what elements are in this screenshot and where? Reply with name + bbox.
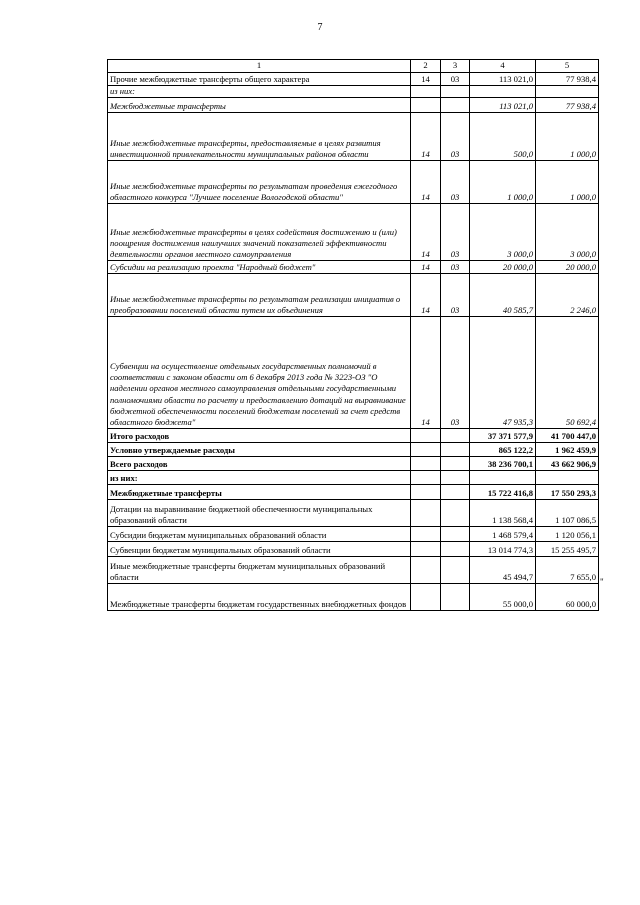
row-name-cell: Итого расходов (108, 429, 411, 443)
table-row (108, 457, 599, 471)
row-year2-value: 1 107 086,5 (536, 500, 599, 527)
table-row (108, 443, 599, 457)
row-year2-value: 17 550 293,3 (536, 485, 599, 500)
row-subsection-cell (441, 443, 470, 457)
row-name-cell: Иные межбюджетные трансферты, предоставляемые в целях развития инвестиционной привлекательности муниципальных районов области (108, 113, 411, 161)
row-name-cell: из них: (108, 86, 411, 98)
row-section-cell (411, 485, 441, 500)
page-number: 7 (317, 22, 323, 33)
row-name-cell: Субвенции на осуществление отдельных государственных полномочий в соответствии с законом области от 6 декабря 2013 года № 3223-ОЗ "О наделении органов местного самоуправления отдельными государственными полномочиями области по расчету и предоставлению дотаций на выравнивание бюджетной обеспеченности поселений бюджетам поселений за счет средств областного бюджета" (108, 317, 411, 429)
row-section-cell: 14 (411, 113, 441, 161)
row-year1-value: 13 014 774,3 (470, 542, 536, 557)
row-name-cell: Дотации на выравнивание бюджетной обеспеченности муниципальных образований области (108, 500, 411, 527)
row-year2-value: 1 000,0 (536, 161, 599, 204)
row-year1-value (470, 471, 536, 485)
row-section-cell (411, 471, 441, 485)
row-year2-value: 50 692,4 (536, 317, 599, 429)
table-row (108, 113, 599, 161)
row-name-cell: Условно утверждаемые расходы (108, 443, 411, 457)
row-subsection-cell: 03 (441, 261, 470, 274)
row-section-cell: 14 (411, 204, 441, 261)
row-year2-value: 1 962 459,9 (536, 443, 599, 457)
row-year1-value: 1 138 568,4 (470, 500, 536, 527)
table-row (108, 471, 599, 485)
col-header-section: 2 (411, 60, 441, 73)
col-header-subsection: 3 (441, 60, 470, 73)
table-row (108, 557, 599, 584)
row-year1-value: 1 468 579,4 (470, 527, 536, 542)
row-year2-value: 15 255 495,7 (536, 542, 599, 557)
row-year1-value: 40 585,7 (470, 274, 536, 317)
row-year1-value: 1 000,0 (470, 161, 536, 204)
row-year1-value: 37 371 577,9 (470, 429, 536, 443)
row-year2-value: 7 655,0 (536, 557, 599, 584)
row-name-cell: Иные межбюджетные трансферты бюджетам муниципальных образований области (108, 557, 411, 584)
row-subsection-cell: 03 (441, 204, 470, 261)
row-year2-value: 20 000,0 (536, 261, 599, 274)
row-year2-value: 77 938,4 (536, 73, 599, 86)
row-section-cell (411, 86, 441, 98)
col-header-name: 1 (108, 60, 411, 73)
row-year2-value: 43 662 906,9 (536, 457, 599, 471)
table-row (108, 485, 599, 500)
row-subsection-cell (441, 527, 470, 542)
row-subsection-cell (441, 471, 470, 485)
row-name-cell: Всего расходов (108, 457, 411, 471)
row-section-cell (411, 557, 441, 584)
row-year2-value: 2 246,0 (536, 274, 599, 317)
table-row (108, 527, 599, 542)
row-year2-value: 1 120 056,1 (536, 527, 599, 542)
row-year1-value: 113 021,0 (470, 98, 536, 113)
row-subsection-cell (441, 429, 470, 443)
row-section-cell (411, 429, 441, 443)
row-name-cell: Иные межбюджетные трансферты по результатам реализации инициатив о преобразовании поселений области путем их объединения (108, 274, 411, 317)
row-name-cell: Субсидии на реализацию проекта "Народный бюджет" (108, 261, 411, 274)
row-section-cell: 14 (411, 261, 441, 274)
row-name-cell: Межбюджетные трансферты (108, 98, 411, 113)
table-row (108, 542, 599, 557)
table-row (108, 86, 599, 98)
row-name-cell: Субвенции бюджетам муниципальных образований области (108, 542, 411, 557)
row-subsection-cell: 03 (441, 274, 470, 317)
row-name-cell: Субсидии бюджетам муниципальных образований области (108, 527, 411, 542)
row-year1-value: 38 236 700,1 (470, 457, 536, 471)
row-subsection-cell (441, 500, 470, 527)
row-name-cell: Иные межбюджетные трансферты в целях содействия достижению и (или) поощрения достижения наилучших значений показателей эффективности деятельности органов местного самоуправления (108, 204, 411, 261)
row-year1-value: 500,0 (470, 113, 536, 161)
row-section-cell (411, 542, 441, 557)
row-subsection-cell: 03 (441, 161, 470, 204)
row-name-cell: Межбюджетные трансферты бюджетам государственных внебюджетных фондов (108, 584, 411, 611)
row-year1-value: 3 000,0 (470, 204, 536, 261)
table-row (108, 98, 599, 113)
row-subsection-cell (441, 457, 470, 471)
row-year1-value: 47 935,3 (470, 317, 536, 429)
table-row (108, 500, 599, 527)
table-row (108, 73, 599, 86)
row-year1-value: 20 000,0 (470, 261, 536, 274)
row-section-cell: 14 (411, 73, 441, 86)
row-section-cell (411, 500, 441, 527)
row-subsection-cell (441, 542, 470, 557)
table-row (108, 274, 599, 317)
row-section-cell: 14 (411, 317, 441, 429)
row-section-cell (411, 443, 441, 457)
row-subsection-cell: 03 (441, 317, 470, 429)
row-year1-value: 865 122,2 (470, 443, 536, 457)
trailing-quote-mark: " (600, 577, 604, 587)
row-section-cell: 14 (411, 274, 441, 317)
table-row (108, 261, 599, 274)
row-section-cell (411, 527, 441, 542)
header-row (108, 60, 599, 73)
col-header-year1: 4 (470, 60, 536, 73)
row-name-cell: Прочие межбюджетные трансферты общего характера (108, 73, 411, 86)
budget-table (107, 59, 599, 611)
row-year2-value (536, 471, 599, 485)
row-year1-value: 45 494,7 (470, 557, 536, 584)
row-name-cell: из них: (108, 471, 411, 485)
row-year1-value: 15 722 416,8 (470, 485, 536, 500)
row-year2-value: 41 700 447,0 (536, 429, 599, 443)
row-subsection-cell (441, 557, 470, 584)
row-section-cell (411, 457, 441, 471)
row-section-cell (411, 584, 441, 611)
row-subsection-cell (441, 98, 470, 113)
table-row (108, 161, 599, 204)
table-row (108, 317, 599, 429)
row-year2-value: 3 000,0 (536, 204, 599, 261)
row-subsection-cell: 03 (441, 113, 470, 161)
row-year2-value: 60 000,0 (536, 584, 599, 611)
row-year2-value: 1 000,0 (536, 113, 599, 161)
col-header-year2: 5 (536, 60, 599, 73)
table-row (108, 204, 599, 261)
row-year1-value: 55 000,0 (470, 584, 536, 611)
row-subsection-cell (441, 86, 470, 98)
row-name-cell: Межбюджетные трансферты (108, 485, 411, 500)
row-subsection-cell: 03 (441, 73, 470, 86)
row-year1-value (470, 86, 536, 98)
row-year2-value: 77 938,4 (536, 98, 599, 113)
row-name-cell: Иные межбюджетные трансферты по результатам проведения ежегодного областного конкурса "Лучшее поселение Вологодской области" (108, 161, 411, 204)
row-subsection-cell (441, 485, 470, 500)
row-section-cell: 14 (411, 161, 441, 204)
row-year2-value (536, 86, 599, 98)
table-row (108, 429, 599, 443)
row-section-cell (411, 98, 441, 113)
row-subsection-cell (441, 584, 470, 611)
row-year1-value: 113 021,0 (470, 73, 536, 86)
table-row (108, 584, 599, 611)
